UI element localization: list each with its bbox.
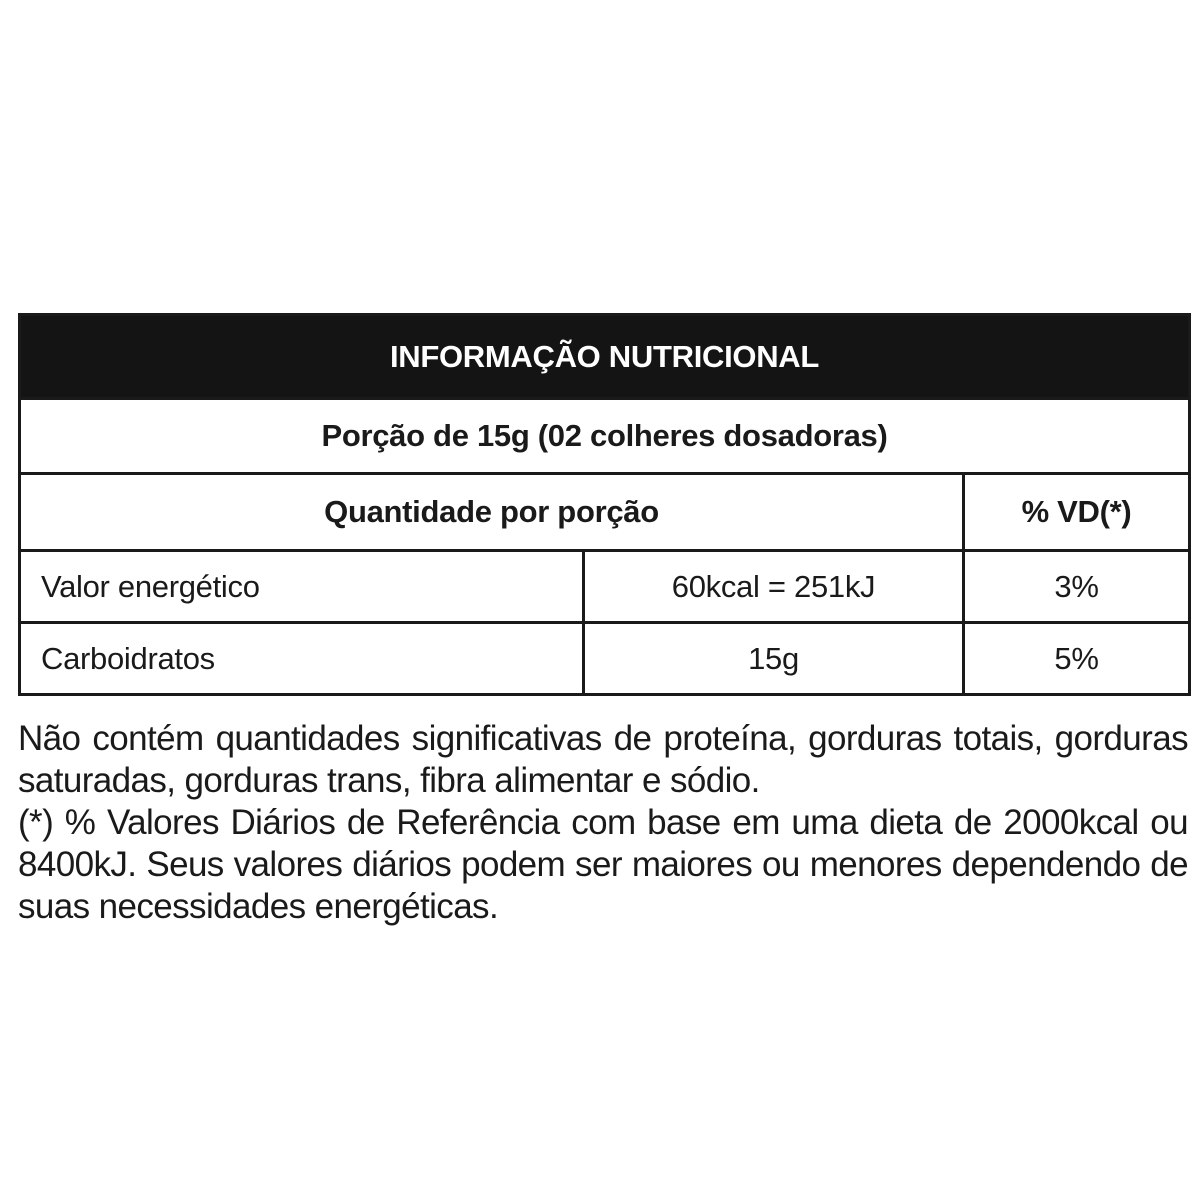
vd-header: % VD(*) <box>964 474 1190 551</box>
nutrient-vd: 3% <box>964 551 1190 623</box>
nutrition-table <box>18 313 1191 696</box>
header-row <box>20 474 1190 551</box>
title-row <box>20 315 1190 399</box>
label-title: INFORMAÇÃO NUTRICIONAL <box>20 315 1190 399</box>
nutrient-amount: 15g <box>584 623 964 695</box>
portion-row <box>20 399 1190 474</box>
portion-size: Porção de 15g (02 colheres dosadoras) <box>20 399 1190 474</box>
table-row <box>20 551 1190 623</box>
table-row <box>20 623 1190 695</box>
daily-values-note: (*) % Valores Diários de Referência com base em uma dieta de 2000kcal ou 8400kJ. Seus valores diários podem ser maiores ou menores dependendo de suas necessidades energéticas. <box>18 803 1188 926</box>
footnotes <box>18 718 1188 928</box>
quantity-header: Quantidade por porção <box>20 474 964 551</box>
nutrient-vd: 5% <box>964 623 1190 695</box>
nutrient-name: Valor energético <box>20 551 584 623</box>
nutrient-name: Carboidratos <box>20 623 584 695</box>
not-significant-note: Não contém quantidades significativas de proteína, gorduras totais, gorduras saturadas, gorduras trans, fibra alimentar e sódio. <box>18 719 1188 800</box>
nutrient-amount: 60kcal = 251kJ <box>584 551 964 623</box>
nutrition-label <box>18 313 1188 696</box>
